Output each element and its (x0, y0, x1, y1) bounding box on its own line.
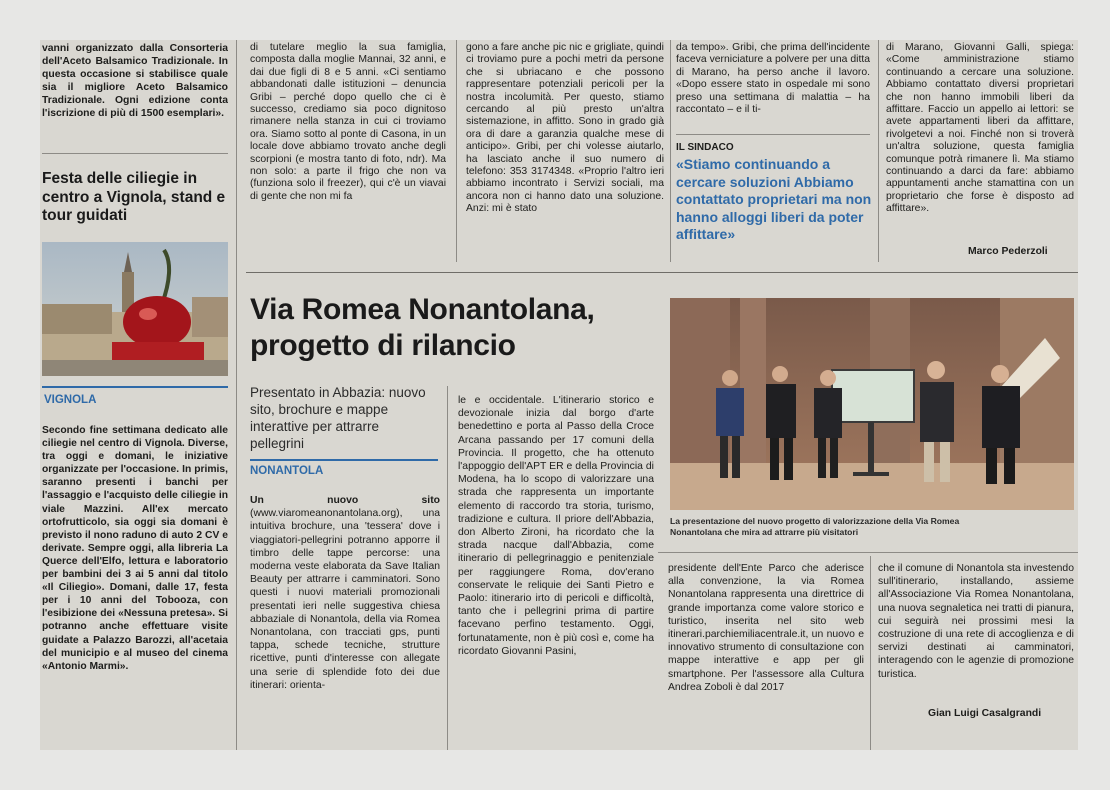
left-top-text: vanni organizzato dalla Consorteria dell'Aceto Balsamico Tradizionale. In questa occasione si stabilisce quale sia il migliore Aceto Balsamico Tradizionale. Ogni edizione conta l'iscrizione di più di 1500 esemplari». (42, 43, 228, 119)
main-signature: Gian Luigi Casalgrandi (928, 708, 1042, 719)
main-subhead: Presentato in Abbazia: nuovo sito, brochure e mappe interattive per attrarre pellegrini (250, 385, 426, 451)
main-column-3: presidente dell'Ente Parco che aderisce alla convenzione, la via Romea Nonantolana rappresenta una direttrice di grande importanza come valore storico e turistico, inserita nel sito web itinerari.parchiemiliacentrale.it, un nuovo e innovativo strumento di consultazione con mappe interattive e app per gli smartphone. Per l'assessore alla Cultura Andrea Zoboli è dal 2017 (668, 563, 864, 693)
newspaper-page (40, 40, 1078, 750)
main-column-1 (250, 494, 440, 744)
photo-caption: La presentazione del nuovo progetto di valorizzazione della Via Romea Nonantolana che mira ad attrarre più visitatori (670, 516, 960, 537)
cherry-headline: Festa delle ciliegie in centro a Vignola, stand e tour guidati (42, 170, 226, 224)
caption-divider (658, 552, 1078, 553)
presentation-photo (670, 298, 1074, 510)
top-rule-2 (456, 40, 457, 262)
section-divider (246, 272, 1078, 273)
main-lead-text: (www.viaromeanonantolana.org), una intuitiva brochure, una 'tessera' dove i viaggiatori-pellegrini potranno apporre il timbro delle tappe percorse: una moderna veste elaborata da Save Italian Beauty per attrarre i camminatori. Sono questi i nuovi materiali promozionali presentati ieri nelle suggestiva chiesa abbaziale di Nonantola, della via Romea Nonantolana, con tracciati gps, punti tappa, schede tecniche, strutture ricettive, punti d'interesse con allegate una serie di splendide foto dei due itinerari: orienta- (250, 508, 440, 691)
cherry-statue-image (42, 242, 228, 376)
top-rule-3 (670, 40, 671, 262)
main-headline: Via Romea Nonantolana, progetto di rilancio (250, 293, 595, 362)
sindaco-quote: «Stiamo continuando a cercare soluzioni Abbiamo contattato proprietari ma non hanno alloggi liberi da poter affittare» (676, 156, 872, 242)
main-rule-3 (870, 556, 871, 750)
main-column-2: le e occidentale. L'itinerario storico e devozionale inizia dal borgo d'arte benedettino e porta al Passo della Croce Arcana passando per 17 comuni della Provincia. Il progetto, che ha ottenuto l'appoggio dell'APT ER e della Provincia di Modena, ha lo scopo di valorizzare una strada che rappresenta un importante elemento di raccordo tra storia, turismo, tradizione e cultura. Il priore dell'Abbazia, don Alberto Zironi, ha ricordato che la strada nacque dall'Abbazia, come itinerario di pellegrinaggio e penitenziale per raggiungere Roma, dov'erano conservate le reliquie dei Santi Pietro e Paolo: itinerario irto di pericoli e difficoltà, tanto che i pellegrini prima di partire facevano perfino testamento. Oggi, fortunatamente, non è più così e, come ha ricordato Giovanni Pasini, (458, 395, 654, 657)
sindaco-label: IL SINDACO (676, 142, 734, 153)
top-signature: Marco Pederzoli (968, 246, 1048, 257)
top-column-5: di Marano, Giovanni Galli, spiega: «Come amministrazione stiamo continuando a cercare una soluzione. Abbiamo contattato diversi proprietari che non hanno immobili liberi da affittare. Faccio un appello ai lettori: se avete appartamenti liberi da affittare, rivolgetevi a noi. Finché non si troverà un'altra soluzione, questa famiglia comunque potrà rimanere lì. Ma stiamo continuando a darci da fare: abbiamo appuntamenti anche stamattina con un proprietario che forse è disposto ad affittare». (886, 42, 1074, 215)
nonantola-rule (250, 459, 438, 461)
top-column-4: da tempo». Gribi, che prima dell'incidente faceva verniciature a polvere per una ditta di Marano, ha perso anche il lavoro. «Dopo essere stato in ospedale mi sono preso una settimana di malattia – ha raccontato – e il ti- (676, 42, 870, 116)
nonantola-tag: NONANTOLA (250, 465, 324, 477)
presentation-image (670, 298, 1074, 510)
cherry-body: Secondo fine settimana dedicato alle ciliegie nel centro di Vignola. Diverse, tra oggi e domani, le iniziative organizzate per l'occasione. In primis, saranno presenti i banchi per l'assaggio e l'acquisto delle ciliegie in viale Mazzini. All'ex mercato ortofrutticolo, sia oggi sia domani è previsto il nono raduno di auto 2 CV e derivate. Sempre oggi, alla libreria La Querce dell'Elfo, lettura e laboratorio per bambini dei 3 ai 5 anni dal titolo «Il Ciliegio». Domani, dalle 17, festa per i 10 anni del Tobooza, con l'esibizione dei «Nessuna pretesa». Si potranno anche effettuare visite guidate a Palazzo Barozzi, all'acetaia del municipio e al museo del cinema «Antonio Marmi». (42, 425, 228, 672)
top-rule-4 (878, 40, 879, 262)
left-column-rule (236, 40, 237, 750)
top-column-2: di tutelare meglio la sua famiglia, composta dalla moglie Mannai, 32 anni, e dai due figli di 8 e 5 anni. «Ci sentiamo abbandonati dalle istituzioni – denuncia Gribi – perché dopo quello che ci è successo, crediamo sia poco dignitoso rimanere nella stanza in cui ci troviamo ora. Siamo sotto al ponte di Casona, in un locale dove abbiamo trovato anche degli scorpioni (e mostra tanto di foto, ndr). Ma non solo: a parte il frigo che non va (funziona solo il freezer), qui c'è un viavai di gente che non mi fa (250, 42, 446, 202)
cherry-photo (42, 242, 228, 376)
vignola-tag: VIGNOLA (44, 394, 97, 406)
main-lead-bold: Un nuovo sito (250, 495, 440, 506)
top-column-3: gono a fare anche pic nic e grigliate, quindi ci troviamo pure a pochi metri da persone che si ubriacano e che possono rappresentare potenziali pericoli per la nostra incolumità. Per questo, stiamo cercando al più presto un'altra sistemazione, in affitto. Sono in grado già ora di dare a garanzia qualche mese di anticipo». Gribi, per chi volesse aiutarlo, ha lasciato anche il suo numero di telefono: 353 3174348. «Proprio l'altro ieri abbiamo incontrato i Servizi sociali, ma ancora non ci hanno dato una soluzione. Anzi: mi è stato (466, 42, 664, 215)
main-rule-1 (447, 386, 448, 750)
vignola-rule (42, 386, 228, 388)
main-column-4: che il comune di Nonantola sta investendo sull'itinerario, installando, assieme all'Associazione Via Romea Nonantolana, una nuova segnaletica nei tratti di pianura, cui seguirà nei prossimi mesi la costruzione di una rete di accoglienza e di servizi destinati ai camminatori, interagendo con le agenzie di promozione turistica. (878, 563, 1074, 680)
left-divider (42, 153, 228, 154)
sindaco-rule (676, 134, 870, 135)
